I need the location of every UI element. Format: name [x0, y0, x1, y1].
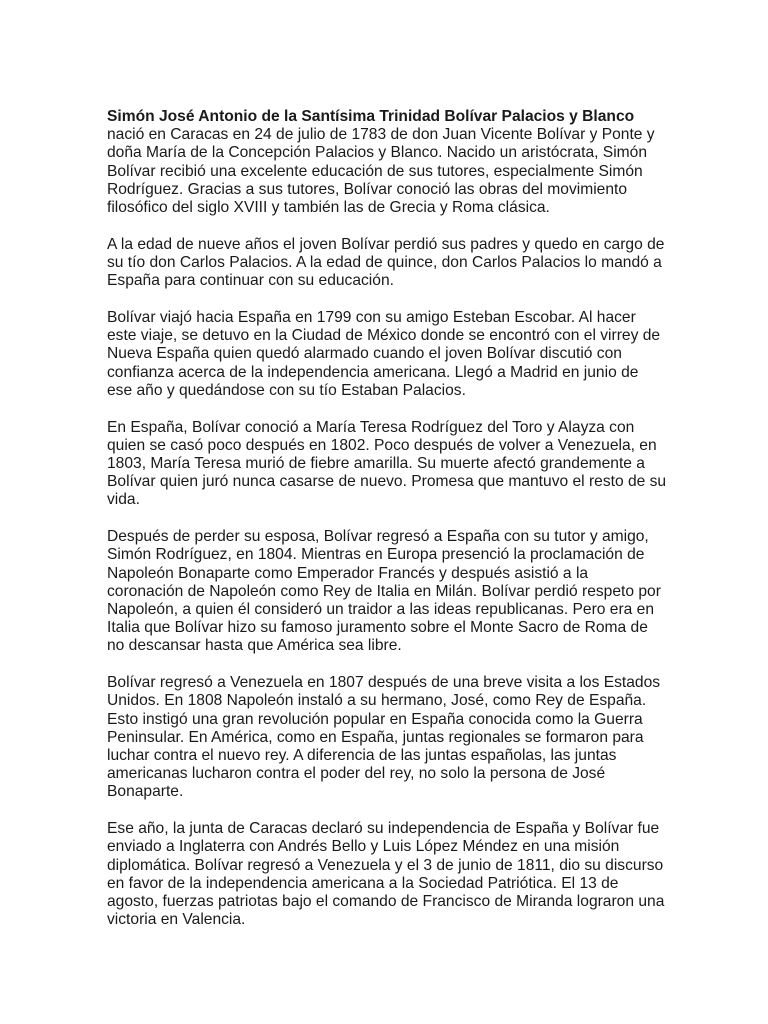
intro-bold-name: Simón José Antonio de la Santísima Trinidad Bolívar Palacios y Blanco: [107, 108, 635, 125]
paragraph-7: Ese año, la junta de Caracas declaró su independencia de España y Bolívar fue enviado a Inglaterra con Andrés Bello y Luis López Méndez en una misión diplomática. Bolívar regresó a Venezuela y el 3 de junio de 1811, dio su discurso en favor de la independencia americana a la Sociedad Patriótica. El 13 de agosto, fuerzas patriotas bajo el comando de Francisco de Miranda lograron una victoria en Valencia.: [107, 820, 665, 929]
paragraph-5: Después de perder su esposa, Bolívar regresó a España con su tutor y amigo, Simón Rodríguez, en 1804. Mientras en Europa presenció la proclamación de Napoleón Bonaparte como Emperador Francés y después asistió a la coronación de Napoleón como Rey de Italia en Milán. Bolívar perdió respeto por Napoleón, a quien él consideró un traidor a las ideas republicanas. Pero era en Italia que Bolívar hizo su famoso juramento sobre el Monte Sacro de Roma de no descansar hasta que América sea libre.: [107, 528, 661, 655]
paragraph-6: Bolívar regresó a Venezuela en 1807 después de una breve visita a los Estados Unidos. En 1808 Napoleón instaló a su hermano, José, como Rey de España. Esto instigó una gran revolución popular en España conocida como la Guerra Peninsular. En América, como en España, juntas regionales se formaron para luchar contra el nuevo rey. A diferencia de las juntas españolas, las juntas americanas lucharon contra el poder del rey, no solo la persona de José Bonaparte.: [107, 674, 661, 801]
paragraph-3: Bolívar viajó hacia España en 1799 con su amigo Esteban Escobar. Al hacer este viaje, se detuvo en la Ciudad de México donde se encontró con el virrey de Nueva España quien quedó alarmado cuando el joven Bolívar discutió con confianza acerca de la independencia americana. Llegó a Madrid en junio de ese año y quedándose con su tío Estaban Palacios.: [107, 309, 661, 399]
paragraph-4: En España, Bolívar conoció a María Teresa Rodríguez del Toro y Alayza con quien se casó poco después en 1802. Poco después de volver a Venezuela, en 1803, María Teresa murió de fiebre amarilla. Su muerte afectó grandemente a Bolívar quien juró nunca casarse de nuevo. Promesa que mantuvo el resto de su vida.: [107, 418, 667, 509]
paragraph-intro: [107, 108, 667, 217]
document-page: [107, 108, 667, 948]
paragraph-2: A la edad de nueve años el joven Bolívar perdió sus padres y quedo en cargo de su tío don Carlos Palacios. A la edad de quince, don Carlos Palacios lo mandó a España para continuar con su educación.: [107, 235, 665, 290]
intro-text: nació en Caracas en 24 de julio de 1783 de don Juan Vicente Bolívar y Ponte y doña María de la Concepción Palacios y Blanco. Nacido un aristócrata, Simón Bolívar recibió una excelente educación de sus tutores, especialmente Simón Rodríguez. Gracias a sus tutores, Bolívar conoció las obras del movimiento filosófico del siglo XVIII y también las de Grecia y Roma clásica.: [107, 126, 655, 217]
